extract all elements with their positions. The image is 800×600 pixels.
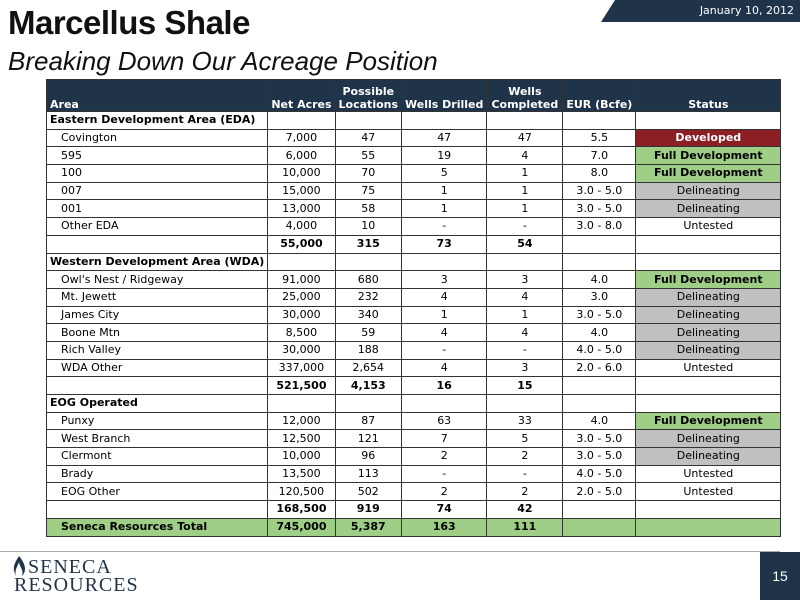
status-cell: [636, 377, 781, 395]
eur-cell: [563, 235, 636, 253]
column-header-text: Wells: [508, 85, 542, 98]
wells-completed-cell: 1: [487, 306, 563, 324]
locations-cell: 340: [335, 306, 401, 324]
wells-completed-cell: -: [487, 341, 563, 359]
wells-completed-cell: 2: [487, 483, 563, 501]
net-acres-cell: 168,500: [268, 501, 335, 519]
wells-completed-cell: 2: [487, 448, 563, 466]
locations-cell: 87: [335, 412, 401, 430]
locations-cell: 919: [335, 501, 401, 519]
area-cell: [47, 501, 268, 519]
column-header: [47, 80, 268, 112]
column-header-text: EUR (Bcfe): [566, 98, 633, 111]
locations-cell: 10: [335, 218, 401, 236]
locations-cell: 113: [335, 465, 401, 483]
area-cell: Eastern Development Area (EDA): [47, 112, 268, 130]
status-cell: Delineating: [636, 448, 781, 466]
wells-completed-cell: 111: [487, 518, 563, 536]
wells-completed-cell: 3: [487, 359, 563, 377]
net-acres-cell: 25,000: [268, 288, 335, 306]
eur-cell: 3.0: [563, 288, 636, 306]
wells-completed-cell: 15: [487, 377, 563, 395]
wells-completed-cell: 33: [487, 412, 563, 430]
net-acres-cell: [268, 253, 335, 271]
date-badge: [615, 0, 800, 22]
wells-drilled-cell: -: [402, 218, 487, 236]
eur-cell: 4.0: [563, 324, 636, 342]
acreage-table: [46, 79, 781, 537]
area-cell: West Branch: [47, 430, 268, 448]
area-cell: EOG Operated: [47, 395, 268, 413]
wells-completed-cell: 4: [487, 147, 563, 165]
area-cell: WDA Other: [47, 359, 268, 377]
table-row: [47, 165, 781, 183]
column-header: [487, 80, 563, 112]
status-cell: Full Development: [636, 147, 781, 165]
status-cell: [636, 112, 781, 130]
net-acres-cell: 337,000: [268, 359, 335, 377]
net-acres-cell: 12,500: [268, 430, 335, 448]
wells-completed-cell: 1: [487, 182, 563, 200]
eur-cell: 5.5: [563, 129, 636, 147]
wells-drilled-cell: -: [402, 465, 487, 483]
section-row: [47, 395, 781, 413]
wells-drilled-cell: 4: [402, 324, 487, 342]
date-text: January 10, 2012: [699, 4, 794, 17]
eur-cell: 3.0 - 5.0: [563, 200, 636, 218]
eur-cell: 3.0 - 5.0: [563, 306, 636, 324]
net-acres-cell: 13,000: [268, 200, 335, 218]
column-header: [402, 80, 487, 112]
net-acres-cell: 91,000: [268, 271, 335, 289]
wells-drilled-cell: 163: [402, 518, 487, 536]
table-row: [47, 306, 781, 324]
page-subtitle: Breaking Down Our Acreage Position: [8, 46, 438, 76]
wells-drilled-cell: 47: [402, 129, 487, 147]
eur-cell: [563, 112, 636, 130]
eur-cell: 2.0 - 6.0: [563, 359, 636, 377]
net-acres-cell: [268, 395, 335, 413]
wells-drilled-cell: 3: [402, 271, 487, 289]
locations-cell: 47: [335, 129, 401, 147]
area-cell: Seneca Resources Total: [47, 518, 268, 536]
status-cell: Untested: [636, 483, 781, 501]
locations-cell: 4,153: [335, 377, 401, 395]
wells-drilled-cell: 1: [402, 306, 487, 324]
table-row: [47, 129, 781, 147]
table-row: [47, 448, 781, 466]
eur-cell: 4.0: [563, 271, 636, 289]
net-acres-cell: 7,000: [268, 129, 335, 147]
column-header: [563, 80, 636, 112]
wells-completed-cell: 3: [487, 271, 563, 289]
net-acres-cell: 10,000: [268, 448, 335, 466]
seneca-logo: [6, 552, 139, 596]
status-cell: Delineating: [636, 200, 781, 218]
status-cell: Full Development: [636, 412, 781, 430]
logo-line1: SENECA: [28, 556, 112, 578]
area-cell: James City: [47, 306, 268, 324]
eur-cell: [563, 395, 636, 413]
status-cell: [636, 235, 781, 253]
area-cell: 007: [47, 182, 268, 200]
table-row: [47, 200, 781, 218]
locations-cell: 75: [335, 182, 401, 200]
status-cell: [636, 501, 781, 519]
status-cell: [636, 253, 781, 271]
area-cell: Brady: [47, 465, 268, 483]
eur-cell: [563, 518, 636, 536]
locations-cell: 5,387: [335, 518, 401, 536]
wells-drilled-cell: [402, 395, 487, 413]
column-header-text: Completed: [491, 98, 559, 111]
wells-drilled-cell: 19: [402, 147, 487, 165]
wells-drilled-cell: 63: [402, 412, 487, 430]
area-cell: Owl's Nest / Ridgeway: [47, 271, 268, 289]
total-row: [47, 518, 781, 536]
wells-drilled-cell: 4: [402, 288, 487, 306]
net-acres-cell: 745,000: [268, 518, 335, 536]
locations-cell: [335, 395, 401, 413]
eur-cell: 8.0: [563, 165, 636, 183]
net-acres-cell: 55,000: [268, 235, 335, 253]
locations-cell: [335, 253, 401, 271]
column-header: [268, 80, 335, 112]
table-row: [47, 182, 781, 200]
eur-cell: 4.0: [563, 412, 636, 430]
table-row: [47, 271, 781, 289]
eur-cell: 3.0 - 8.0: [563, 218, 636, 236]
area-cell: Punxy: [47, 412, 268, 430]
locations-cell: 58: [335, 200, 401, 218]
page-title: Marcellus Shale: [8, 4, 250, 41]
status-cell: Delineating: [636, 324, 781, 342]
status-cell: [636, 395, 781, 413]
status-cell: [636, 518, 781, 536]
locations-cell: 232: [335, 288, 401, 306]
status-cell: Delineating: [636, 430, 781, 448]
eur-cell: [563, 253, 636, 271]
area-cell: EOG Other: [47, 483, 268, 501]
wells-completed-cell: 4: [487, 324, 563, 342]
net-acres-cell: 8,500: [268, 324, 335, 342]
status-cell: Full Development: [636, 271, 781, 289]
table-header-row: [47, 80, 781, 112]
wells-drilled-cell: 1: [402, 182, 487, 200]
eur-cell: 3.0 - 5.0: [563, 448, 636, 466]
status-cell: Delineating: [636, 306, 781, 324]
net-acres-cell: 15,000: [268, 182, 335, 200]
locations-cell: [335, 112, 401, 130]
section-row: [47, 253, 781, 271]
column-header: [335, 80, 401, 112]
table-row: [47, 412, 781, 430]
table-row: [47, 324, 781, 342]
eur-cell: 4.0 - 5.0: [563, 465, 636, 483]
wells-completed-cell: 1: [487, 165, 563, 183]
status-cell: Delineating: [636, 341, 781, 359]
status-cell: Developed: [636, 129, 781, 147]
subtotal-row: [47, 377, 781, 395]
wells-drilled-cell: [402, 112, 487, 130]
status-cell: Delineating: [636, 182, 781, 200]
wells-drilled-cell: 73: [402, 235, 487, 253]
area-cell: Boone Mtn: [47, 324, 268, 342]
area-cell: [47, 235, 268, 253]
status-cell: Untested: [636, 465, 781, 483]
locations-cell: 188: [335, 341, 401, 359]
locations-cell: 121: [335, 430, 401, 448]
wells-drilled-cell: [402, 253, 487, 271]
logo-line2: RESOURCES: [14, 574, 139, 596]
table-row: [47, 218, 781, 236]
table-row: [47, 288, 781, 306]
wells-drilled-cell: 1: [402, 200, 487, 218]
wells-drilled-cell: -: [402, 341, 487, 359]
wells-completed-cell: 42: [487, 501, 563, 519]
status-cell: Full Development: [636, 165, 781, 183]
wells-completed-cell: [487, 112, 563, 130]
area-cell: 001: [47, 200, 268, 218]
net-acres-cell: 6,000: [268, 147, 335, 165]
wells-drilled-cell: 7: [402, 430, 487, 448]
wells-completed-cell: [487, 253, 563, 271]
locations-cell: 315: [335, 235, 401, 253]
column-header-text: Possible: [342, 85, 395, 98]
table-row: [47, 430, 781, 448]
table-row: [47, 483, 781, 501]
locations-cell: 70: [335, 165, 401, 183]
locations-cell: 96: [335, 448, 401, 466]
page-number: 15: [760, 552, 800, 600]
column-header-text: Wells Drilled: [405, 98, 484, 111]
eur-cell: 4.0 - 5.0: [563, 341, 636, 359]
wells-drilled-cell: 74: [402, 501, 487, 519]
locations-cell: 59: [335, 324, 401, 342]
table-row: [47, 465, 781, 483]
table-row: [47, 147, 781, 165]
net-acres-cell: 12,000: [268, 412, 335, 430]
wells-drilled-cell: 5: [402, 165, 487, 183]
eur-cell: 2.0 - 5.0: [563, 483, 636, 501]
area-cell: [47, 377, 268, 395]
eur-cell: 3.0 - 5.0: [563, 182, 636, 200]
wells-drilled-cell: 2: [402, 448, 487, 466]
eur-cell: 3.0 - 5.0: [563, 430, 636, 448]
area-cell: Western Development Area (WDA): [47, 253, 268, 271]
wells-drilled-cell: 2: [402, 483, 487, 501]
net-acres-cell: 10,000: [268, 165, 335, 183]
locations-cell: 2,654: [335, 359, 401, 377]
wells-completed-cell: -: [487, 218, 563, 236]
wells-completed-cell: 1: [487, 200, 563, 218]
subtotal-row: [47, 235, 781, 253]
column-header-text: Locations: [338, 98, 399, 111]
net-acres-cell: 120,500: [268, 483, 335, 501]
eur-cell: 7.0: [563, 147, 636, 165]
wells-completed-cell: [487, 395, 563, 413]
area-cell: Clermont: [47, 448, 268, 466]
status-cell: Untested: [636, 218, 781, 236]
net-acres-cell: 30,000: [268, 341, 335, 359]
column-header-text: Net Acres: [271, 98, 332, 111]
column-header-text: Status: [688, 98, 729, 111]
status-cell: Untested: [636, 359, 781, 377]
net-acres-cell: 30,000: [268, 306, 335, 324]
wells-completed-cell: 5: [487, 430, 563, 448]
area-cell: Rich Valley: [47, 341, 268, 359]
wells-drilled-cell: 16: [402, 377, 487, 395]
table-body: [47, 112, 781, 537]
net-acres-cell: 13,500: [268, 465, 335, 483]
area-cell: 100: [47, 165, 268, 183]
locations-cell: 502: [335, 483, 401, 501]
area-cell: Other EDA: [47, 218, 268, 236]
subtotal-row: [47, 501, 781, 519]
area-cell: Mt. Jewett: [47, 288, 268, 306]
section-row: [47, 112, 781, 130]
locations-cell: 55: [335, 147, 401, 165]
locations-cell: 680: [335, 271, 401, 289]
eur-cell: [563, 377, 636, 395]
table-row: [47, 359, 781, 377]
wells-completed-cell: -: [487, 465, 563, 483]
table-row: [47, 341, 781, 359]
area-cell: 595: [47, 147, 268, 165]
net-acres-cell: [268, 112, 335, 130]
column-header-text: Area: [50, 98, 79, 111]
eur-cell: [563, 501, 636, 519]
wells-completed-cell: 54: [487, 235, 563, 253]
net-acres-cell: 4,000: [268, 218, 335, 236]
net-acres-cell: 521,500: [268, 377, 335, 395]
column-header: [636, 80, 781, 112]
wells-completed-cell: 47: [487, 129, 563, 147]
wells-completed-cell: 4: [487, 288, 563, 306]
wells-drilled-cell: 4: [402, 359, 487, 377]
area-cell: Covington: [47, 129, 268, 147]
status-cell: Delineating: [636, 288, 781, 306]
